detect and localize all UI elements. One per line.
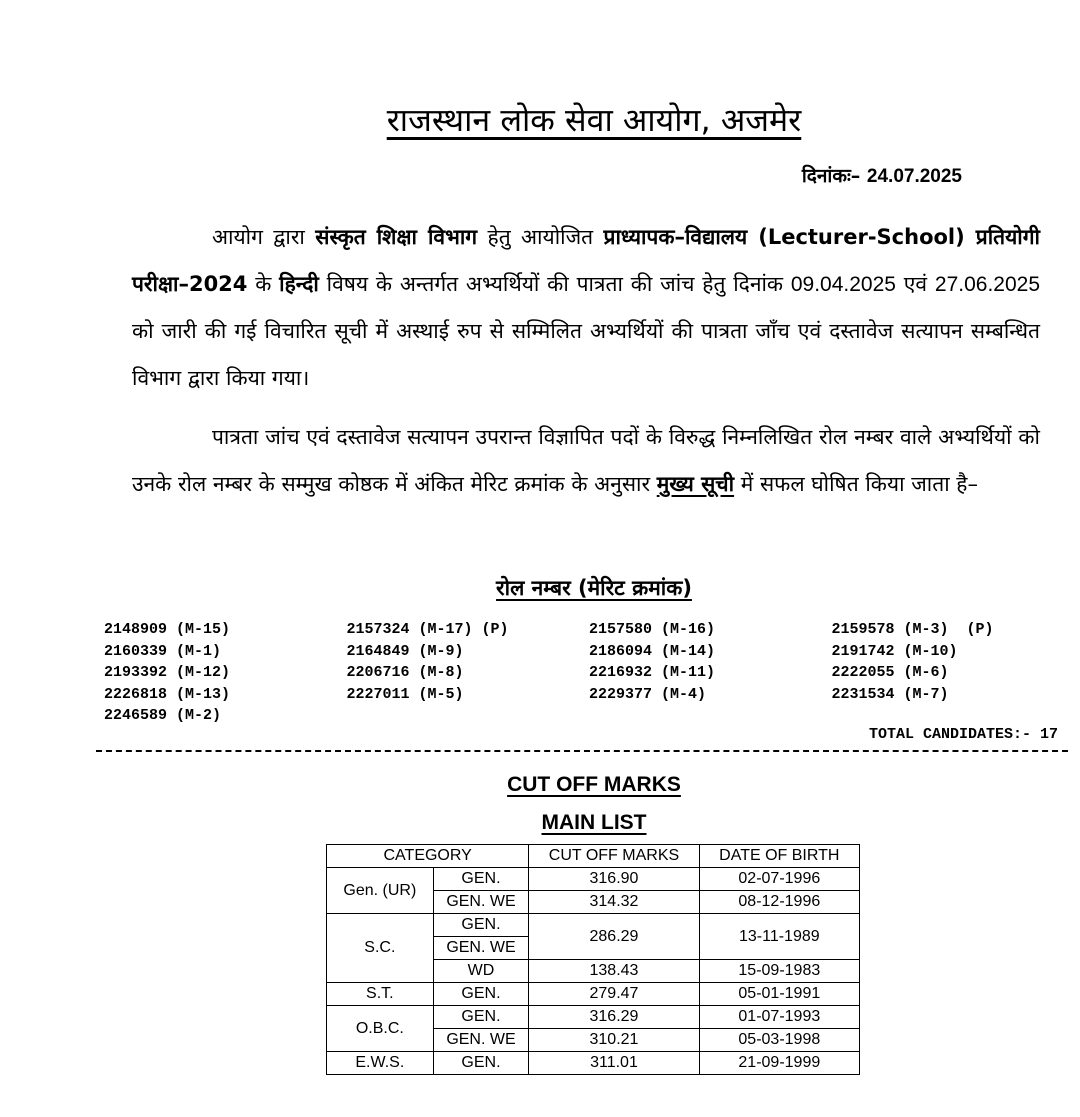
roll-entry: 2206716 (M-8) <box>346 664 464 681</box>
subcategory: GEN. <box>433 1006 529 1029</box>
roll-entry: 2160339 (M-1) <box>104 642 222 660</box>
cutoff-mark: 138.43 <box>529 960 699 983</box>
roll-entry: 2227011 (M-5) <box>346 685 464 703</box>
roll-entry: 2148909 (M-15) <box>104 621 231 638</box>
main-list-label: मुख्य सूची <box>656 472 735 496</box>
department-name: संस्कृत शिक्षा विभाग <box>315 225 478 249</box>
roll-entry: 2164849 (M-9) <box>346 642 464 660</box>
category-st: S.T. <box>327 983 434 1006</box>
date-label: दिनांकः– <box>801 165 861 187</box>
table-row <box>327 914 860 937</box>
roll-entry: 2186094 (M-14) <box>589 642 716 660</box>
date-of-birth: 05-03-1998 <box>699 1029 859 1052</box>
cutoff-mark: 311.01 <box>529 1052 699 1075</box>
p1-text-1: आयोग द्वारा <box>212 225 316 249</box>
date-of-birth: 01-07-1993 <box>699 1006 859 1029</box>
cutoff-mark: 279.47 <box>529 983 699 1006</box>
table-row <box>327 1006 860 1029</box>
main-list-title: MAIN LIST <box>541 811 647 834</box>
roll-entry: 2157324 (M-17) (P) <box>346 621 509 638</box>
subcategory: GEN. <box>433 983 529 1006</box>
p1-text-4: विषय के अन्तर्गत अभ्यर्थियों की पात्रता की जांच हेतु दिनांक <box>318 272 791 296</box>
subject-name: हिन्दी <box>279 272 319 296</box>
cutoff-mark: 316.90 <box>529 868 699 891</box>
roll-entry: 2246589 (M-2) <box>104 707 222 724</box>
category-ews: E.W.S. <box>327 1052 434 1075</box>
cutoff-mark: 314.32 <box>529 891 699 914</box>
total-candidates: TOTAL CANDIDATES:- 17 <box>868 726 1058 743</box>
roll-row <box>104 641 1074 663</box>
roll-entry: 2191742 (M-10) <box>831 642 958 660</box>
cutoff-table <box>326 844 860 1075</box>
table-header-row <box>327 845 860 868</box>
subcategory: WD <box>433 960 529 983</box>
cutoff-mark: 316.29 <box>529 1006 699 1029</box>
subcategory: GEN. <box>433 914 529 937</box>
p1-text-3: के <box>247 272 280 296</box>
subcategory: GEN. <box>433 868 529 891</box>
dashed-divider <box>96 750 1068 752</box>
roll-entry: 2231534 (M-7) <box>831 685 949 703</box>
table-row <box>327 868 860 891</box>
result-paragraph <box>132 414 1040 508</box>
category-obc: O.B.C. <box>327 1006 434 1052</box>
date-of-birth: 13-11-1989 <box>699 914 859 960</box>
intro-paragraph <box>132 214 1040 402</box>
table-row <box>327 983 860 1006</box>
roll-row <box>104 705 1074 727</box>
exam-name: प्राध्यापक–विद्यालय (Lecturer-School) प्रतियोगी परीक्षा–2024 <box>132 225 1041 296</box>
cutoff-mark: 310.21 <box>529 1029 699 1052</box>
roll-entry: 2222055 (M-6) <box>831 664 949 681</box>
date-of-birth: 21-09-1999 <box>699 1052 859 1075</box>
roll-entry: 2159578 (M-3) (P) <box>831 621 994 638</box>
date-of-birth: 02-07-1996 <box>699 868 859 891</box>
issue-date <box>802 162 962 188</box>
category-gen-ur: Gen. (UR) <box>327 868 434 914</box>
p1-text-5: एवं <box>895 272 935 296</box>
date-of-birth: 05-01-1991 <box>699 983 859 1006</box>
cutoff-title: CUT OFF MARKS <box>507 773 681 796</box>
p1-text-2: हेतु आयोजित <box>477 225 604 249</box>
cutoff-mark: 286.29 <box>529 914 699 960</box>
roll-entry: 2157580 (M-16) <box>589 621 716 638</box>
roll-row <box>104 619 1074 641</box>
header-dob: DATE OF BIRTH <box>699 845 859 868</box>
subcategory: GEN. WE <box>433 937 529 960</box>
roll-entry: 2216932 (M-11) <box>589 664 716 681</box>
p2-text-2: में सफल घोषित किया जाता है– <box>734 472 978 496</box>
roll-row <box>104 662 1074 684</box>
subcategory: GEN. WE <box>433 891 529 914</box>
header-cutoff-marks: CUT OFF MARKS <box>529 845 699 868</box>
roll-entry: 2193392 (M-12) <box>104 664 231 681</box>
table-row <box>327 1052 860 1075</box>
roll-row <box>104 684 1074 706</box>
date-of-birth: 08-12-1996 <box>699 891 859 914</box>
p2-text-1: पात्रता जांच एवं दस्तावेज सत्यापन उपरान्त विज्ञापित पदों के विरुद्ध निम्नलिखित रोल नम्बर वाले अभ्यर्थियों को उनके रोल नम्बर के सम्मुख कोष्ठक में अंकित मेरिट क्रमांक के अनुसार <box>132 425 1040 496</box>
list-date-2: 27.06.2025 <box>934 273 1040 296</box>
category-sc: S.C. <box>327 914 434 983</box>
roll-entry: 2226818 (M-13) <box>104 685 231 703</box>
roll-entry: 2229377 (M-4) <box>589 685 707 703</box>
subcategory: GEN. <box>433 1052 529 1075</box>
page-title: राजस्थान लोक सेवा आयोग, अजमेर <box>386 101 802 139</box>
roll-list-title: रोल नम्बर (मेरिट क्रमांक) <box>496 576 692 600</box>
subcategory: GEN. WE <box>433 1029 529 1052</box>
header-category: CATEGORY <box>327 845 529 868</box>
p1-text-6: को जारी की गई विचारित सूची में अस्थाई रुप से सम्मिलित अभ्यर्थियों की पात्रता जाँच एवं दस्तावेज सत्यापन सम्बन्धित विभाग द्वारा किया गया। <box>132 319 1040 390</box>
list-date-1: 09.04.2025 <box>790 273 896 296</box>
roll-number-list <box>104 619 1074 727</box>
date-of-birth: 15-09-1983 <box>699 960 859 983</box>
date-value: 24.07.2025 <box>866 166 962 187</box>
